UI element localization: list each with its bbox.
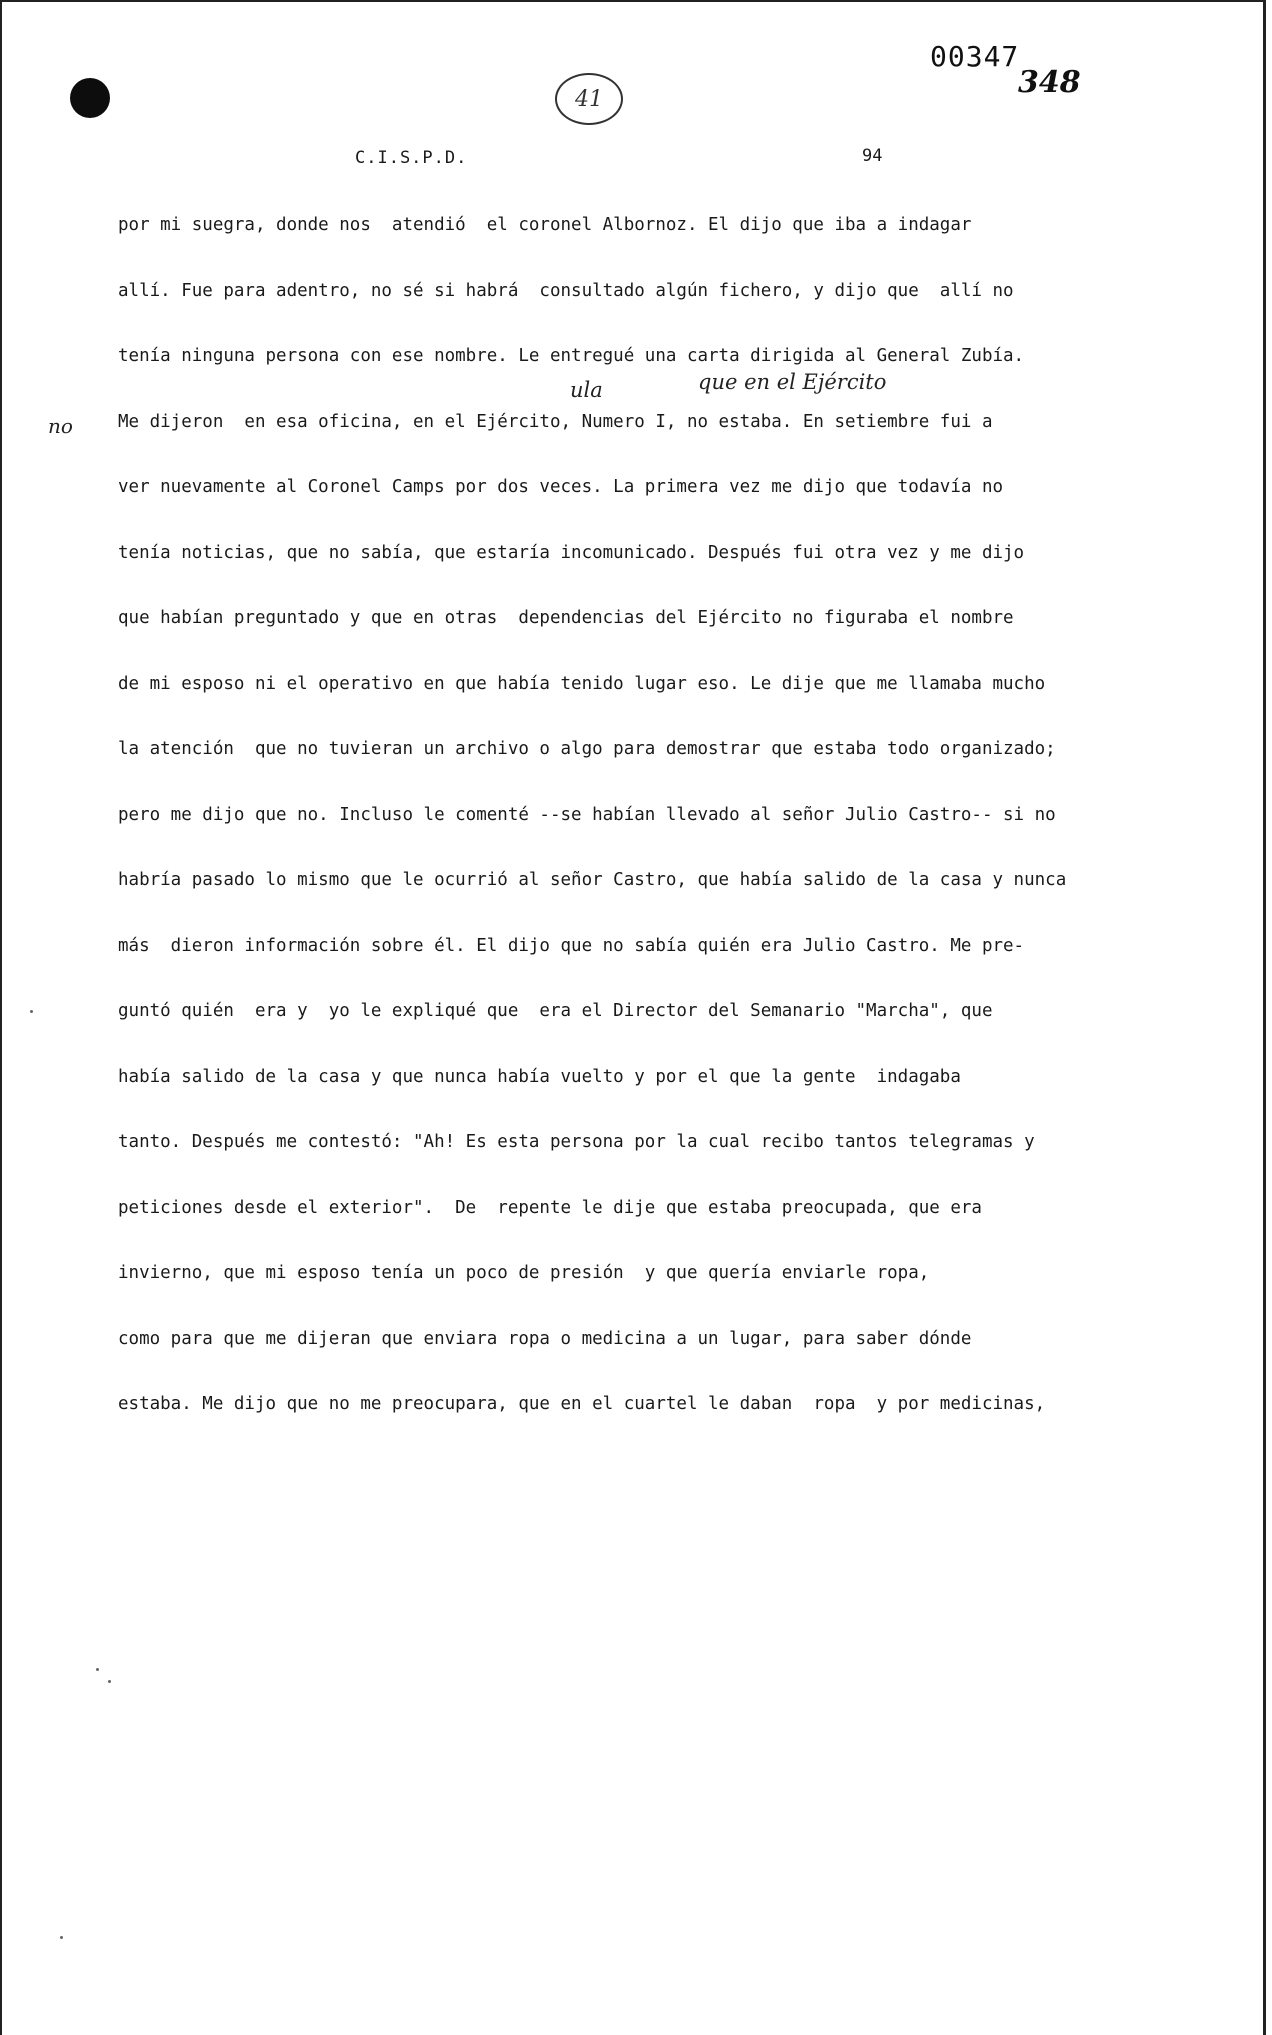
header-organization: C.I.S.P.D. — [355, 148, 468, 168]
text-line: habría pasado lo mismo que le ocurrió al señor Castro, que había salido de la casa y nunca — [118, 870, 1067, 890]
text-line: Me dijeron en esa oficina, en el Ejército, Numero I, no estaba. En setiembre fui a — [118, 411, 993, 432]
scan-speck — [60, 1936, 63, 1939]
handwritten-insert: ula — [570, 378, 603, 402]
punch-hole — [70, 78, 110, 118]
handwritten-insert: que en el Ejército — [698, 370, 887, 394]
text-line: más dieron información sobre él. El dijo que no sabía quién era Julio Castro. Me pre- — [118, 935, 1025, 956]
scan-speck — [30, 1010, 33, 1013]
document-number-stamp: 00347 — [930, 40, 1020, 73]
handwritten-margin-note: no — [48, 414, 73, 438]
text-line: guntó quién era y yo le expliqué que era el Director del Semanario "Marcha", que — [118, 1001, 993, 1021]
text-line: tanto. Después me contestó: "Ah! Es esta persona por la cual recibo tantos telegramas y — [118, 1132, 1035, 1152]
text-line: la atención que no tuvieran un archivo o algo para demostrar que estaba todo organizado; — [118, 739, 1056, 759]
typewritten-body — [118, 210, 1118, 1455]
text-line: que habían preguntado y que en otras dependencias del Ejército no figuraba el nombre — [118, 608, 1014, 628]
text-line: tenía noticias, que no sabía, que estaría incomunicado. Después fui otra vez y me dijo — [118, 542, 1025, 563]
text-line: estaba. Me dijo que no me preocupara, que en el cuartel le daban ropa y por medicinas, — [118, 1394, 1046, 1414]
text-line: por mi suegra, donde nos atendió el coronel Albornoz. El dijo que iba a indagar — [118, 215, 972, 235]
text-line: ver nuevamente al Coronel Camps por dos veces. La primera vez me dijo que todavía no — [118, 477, 1004, 497]
text-line: invierno, que mi esposo tenía un poco de presión y que quería enviarle ropa, — [118, 1263, 930, 1283]
text-line: tenía ninguna persona con ese nombre. Le entregué una carta dirigida al General Zubía. — [118, 346, 1025, 366]
scan-speck — [96, 1668, 99, 1671]
text-line: había salido de la casa y que nunca había vuelto y por el que la gente indagaba — [118, 1066, 961, 1087]
text-line: como para que me dijeran que enviara ropa o medicina a un lugar, para saber dónde — [118, 1328, 972, 1349]
header-page-number: 94 — [862, 146, 883, 166]
text-line: peticiones desde el exterior". De repente le dije que estaba preocupada, que era — [118, 1197, 982, 1218]
circle-page-mark-text: 41 — [575, 86, 603, 112]
text-line: de mi esposo ni el operativo en que había tenido lugar eso. Le dije que me llamaba mucho — [118, 673, 1046, 694]
handwritten-document-number: 348 — [1018, 65, 1081, 100]
text-line: allí. Fue para adentro, no sé si habrá consultado algún fichero, y dijo que allí no — [118, 280, 1014, 301]
circle-page-mark — [555, 73, 623, 125]
scan-speck — [108, 1680, 111, 1683]
text-line: pero me dijo que no. Incluso le comenté --se habían llevado al señor Julio Castro-- si no — [118, 804, 1056, 825]
